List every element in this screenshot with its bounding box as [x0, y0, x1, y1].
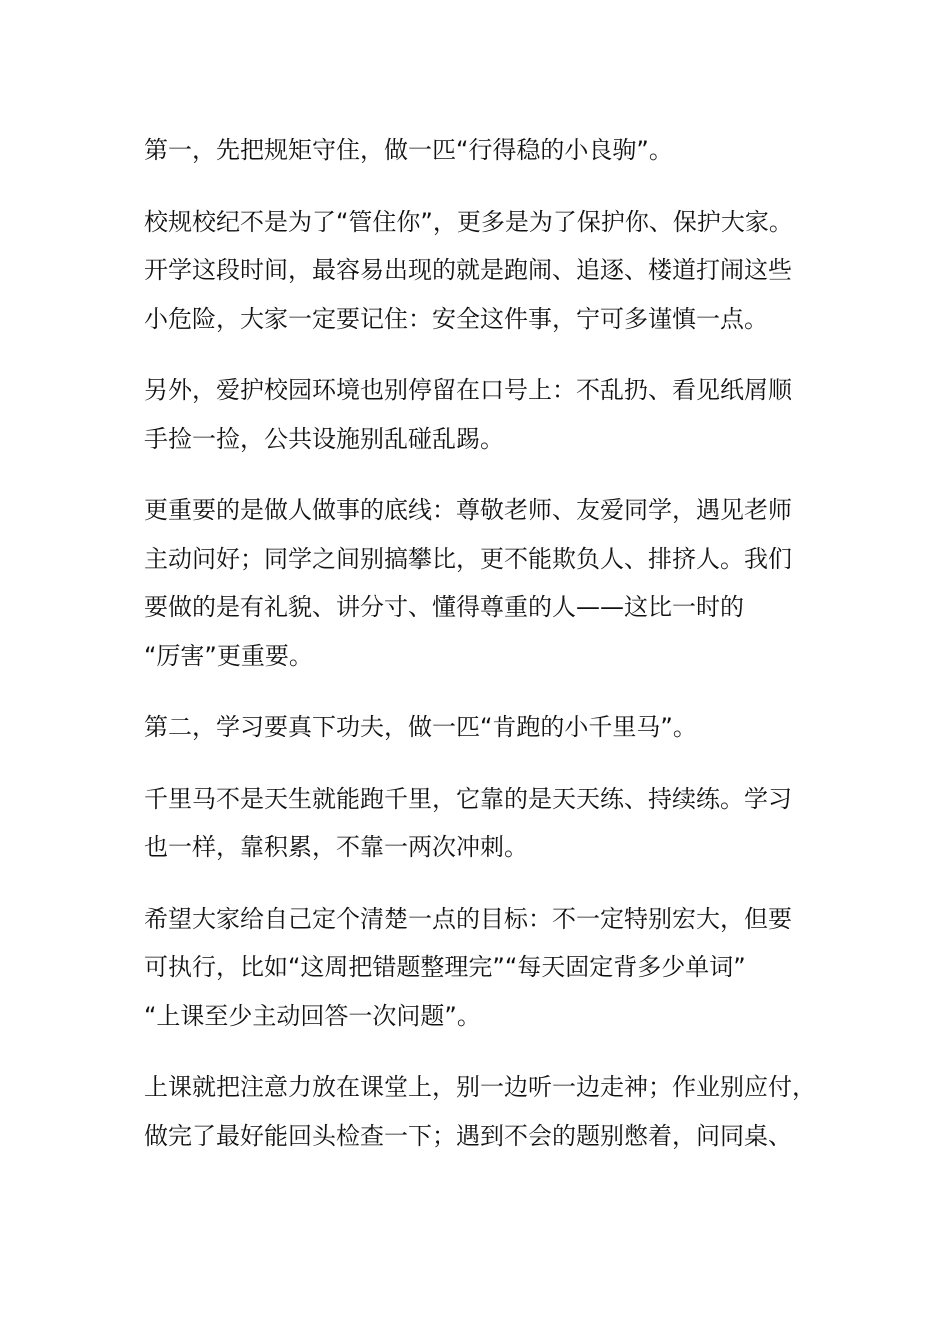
text-line: 做完了最好能回头检查一下；遇到不会的题别憋着，问同桌、 — [144, 1121, 792, 1150]
text-line: 校规校纪不是为了“管住你”，更多是为了保护你、保护大家。 — [144, 207, 793, 236]
text-line: 第二，学习要真下功夫，做一匹“肯跑的小千里马”。 — [144, 713, 697, 741]
paragraph-study-heading — [144, 703, 816, 752]
text-line: 希望大家给自己定个清楚一点的目标：不一定特别宏大，但要 — [144, 904, 792, 933]
text-line: 可执行，比如“这周把错题整理完”“每天固定背多少单词” — [144, 953, 746, 981]
text-line: “厉害”更重要。 — [144, 641, 313, 670]
text-line: 开学这段时间，最容易出现的就是跑闹、追逐、楼道打闹这些 — [144, 256, 792, 284]
paragraph-class-attention — [144, 1063, 816, 1160]
text-line: 第一，先把规矩守住，做一匹“行得稳的小良驹”。 — [144, 136, 673, 164]
paragraph-goals — [144, 895, 816, 1041]
text-line: “上课至少主动回答一次问题”。 — [144, 1001, 481, 1030]
paragraph-rule-heading — [144, 126, 816, 175]
text-line: 也一样，靠积累，不靠一两次冲刺。 — [144, 833, 528, 861]
text-line: 另外，爱护校园环境也别停留在口号上：不乱扔、看见纸屑顺 — [144, 376, 792, 404]
text-line: 千里马不是天生就能跑千里，它靠的是天天练、持续练。学习 — [144, 784, 792, 813]
text-line: 要做的是有礼貌、讲分寸、懂得尊重的人——这比一时的 — [144, 593, 744, 621]
text-line: 小危险，大家一定要记住：安全这件事，宁可多谨慎一点。 — [144, 304, 768, 333]
text-line: 上课就把注意力放在课堂上，别一边听一边走神；作业别应付， — [144, 1073, 816, 1101]
text-line: 主动问好；同学之间别搞攀比，更不能欺负人、排挤人。我们 — [144, 544, 792, 573]
text-line: 手捡一捡，公共设施别乱碰乱踢。 — [144, 424, 504, 453]
paragraph-practice — [144, 775, 816, 872]
text-line: 更重要的是做人做事的底线：尊敬老师、友爱同学，遇见老师 — [144, 496, 792, 524]
paragraph-respect — [144, 486, 816, 680]
paragraph-environment — [144, 366, 816, 463]
document-body — [144, 126, 816, 1183]
paragraph-school-rules — [144, 198, 816, 344]
